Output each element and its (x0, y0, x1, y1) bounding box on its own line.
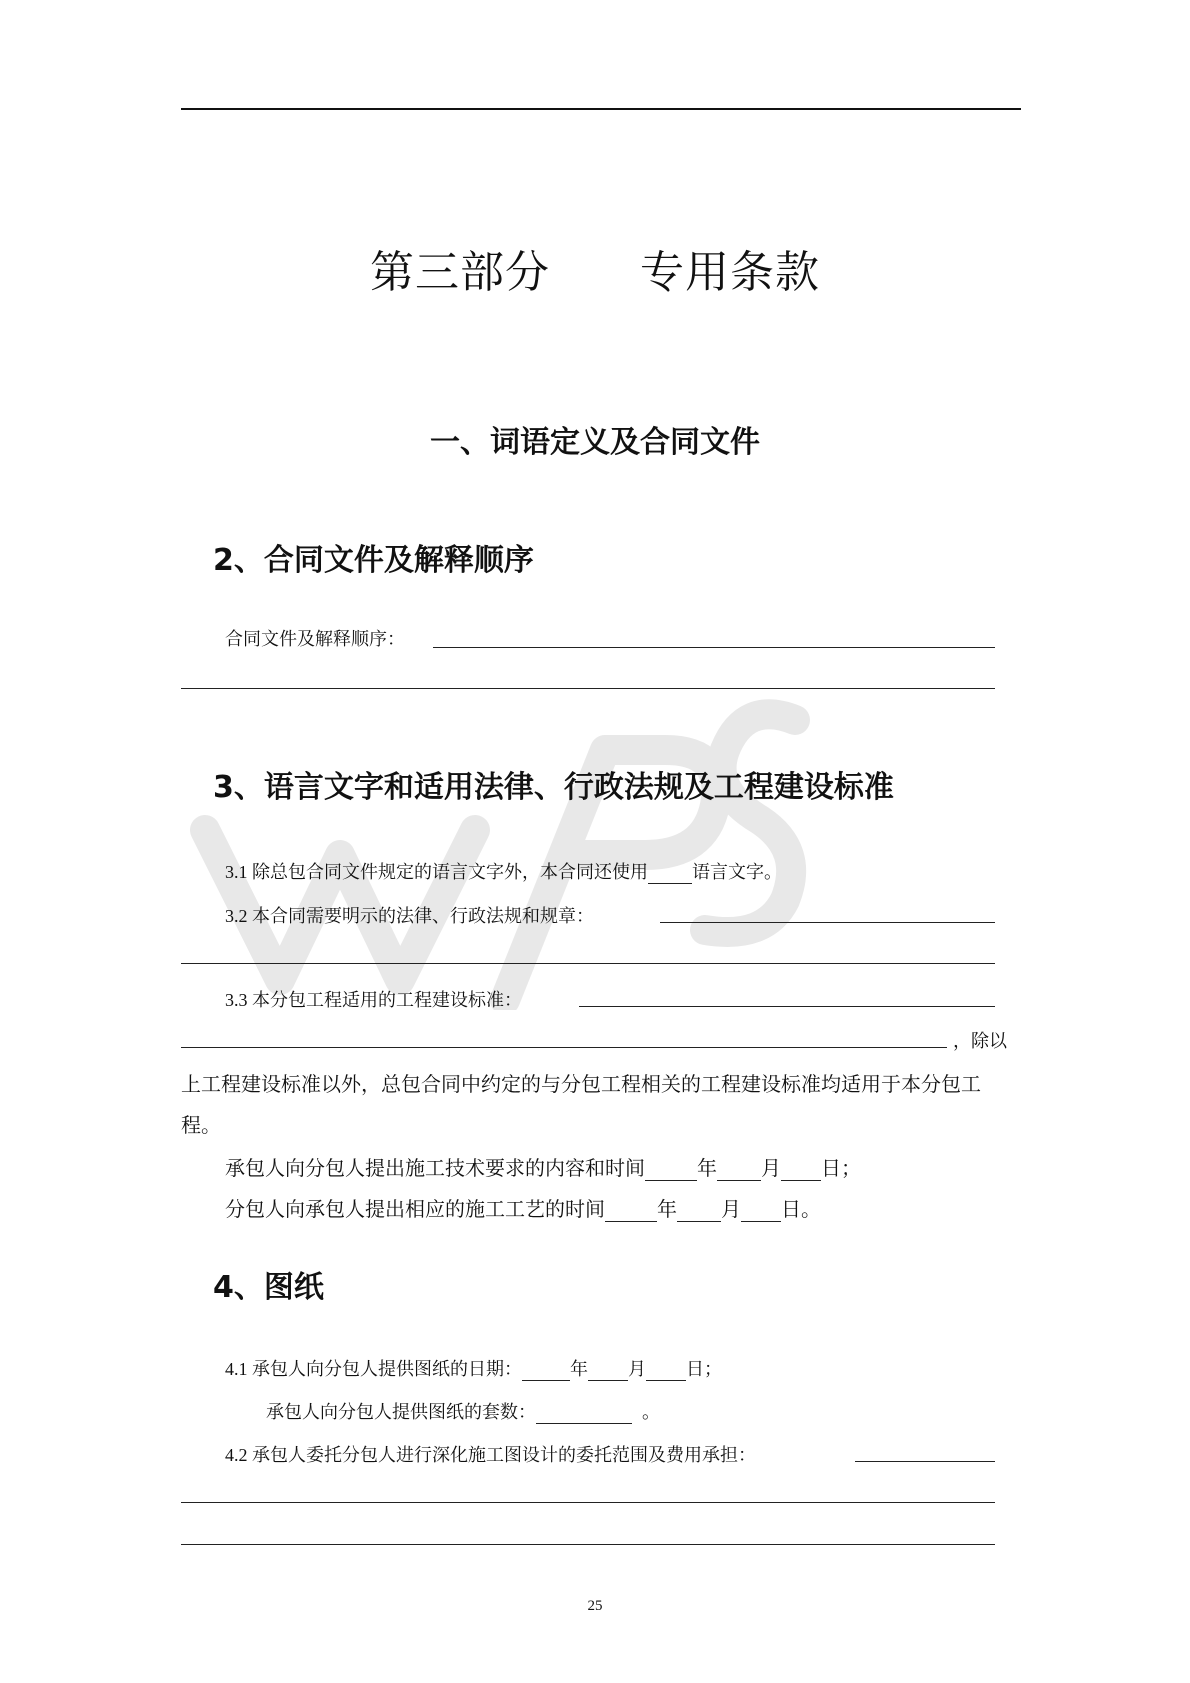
clause-4-2: 4.2 承包人委托分包人进行深化施工图设计的委托范围及费用承担： (225, 1445, 756, 1465)
section-heading-3: 3、语言文字和适用法律、行政法规及工程建设标准 (213, 770, 894, 805)
section-heading-4: 4、图纸 (213, 1270, 324, 1305)
section-heading-2: 2、合同文件及解释顺序 (213, 543, 534, 578)
drawing-sets-text: 承包人向分包人提供图纸的套数： (266, 1402, 536, 1422)
process-time-text: 分包人向承包人提出相应的施工工艺的时间 (225, 1199, 605, 1221)
month-label: 月 (628, 1359, 646, 1379)
contract-order-blank-line2[interactable] (181, 688, 995, 689)
clause-3-1-end: 语言文字。 (692, 862, 782, 882)
drawing-day-blank[interactable] (646, 1361, 686, 1381)
deepening-design-blank[interactable] (855, 1461, 995, 1462)
day-label: 日 (686, 1359, 704, 1379)
process-year-blank[interactable] (605, 1200, 657, 1222)
language-blank[interactable] (648, 864, 692, 884)
laws-blank[interactable] (660, 922, 995, 923)
deepening-design-blank-line3[interactable] (181, 1544, 995, 1545)
clause-4-1 (225, 1355, 722, 1381)
contract-order-blank[interactable] (433, 647, 995, 648)
standards-blank[interactable] (579, 1006, 995, 1007)
clause-3-3-tail: ，除以 (953, 1031, 1007, 1051)
clause-3-3-para-line1: 上工程建设标准以外，总包合同中约定的与分包工程相关的工程建设标准均适用于本分包工 (181, 1074, 981, 1096)
drawing-month-blank[interactable] (588, 1361, 628, 1381)
tech-requirement-line (225, 1152, 861, 1181)
semicolon: ； (841, 1158, 861, 1180)
clause-3-1-text: 3.1 除总包合同文件规定的语言文字外，本合同还使用 (225, 862, 648, 882)
drawing-sets-line (266, 1398, 660, 1424)
page-title: 第三部分 专用条款 (370, 248, 820, 297)
process-month-blank[interactable] (677, 1200, 721, 1222)
year-label: 年 (570, 1359, 588, 1379)
period: 。 (801, 1199, 821, 1221)
year-label: 年 (697, 1158, 717, 1180)
tech-req-day-blank[interactable] (781, 1159, 821, 1181)
header-rule (181, 108, 1021, 110)
contract-order-label: 合同文件及解释顺序： (225, 629, 405, 649)
section-heading-1: 一、词语定义及合同文件 (430, 425, 760, 460)
clause-3-1 (225, 858, 782, 884)
page-number: 25 (587, 1598, 603, 1614)
tech-req-month-blank[interactable] (717, 1159, 761, 1181)
deepening-design-blank-line2[interactable] (181, 1502, 995, 1503)
clause-3-3: 3.3 本分包工程适用的工程建设标准： (225, 990, 522, 1010)
day-label: 日 (781, 1199, 801, 1221)
clause-4-1-text: 4.1 承包人向分包人提供图纸的日期： (225, 1359, 522, 1379)
standards-blank-line2[interactable] (181, 1047, 947, 1048)
drawing-year-blank[interactable] (522, 1361, 570, 1381)
drawing-sets-end: 。 (642, 1402, 660, 1422)
day-label: 日 (821, 1158, 841, 1180)
month-label: 月 (761, 1158, 781, 1180)
year-label: 年 (657, 1199, 677, 1221)
tech-req-year-blank[interactable] (645, 1159, 697, 1181)
clause-3-2: 3.2 本合同需要明示的法律、行政法规和规章： (225, 906, 594, 926)
process-time-line (225, 1193, 821, 1222)
clause-3-3-para-line2: 程。 (181, 1115, 221, 1137)
month-label: 月 (721, 1199, 741, 1221)
wps-watermark (185, 680, 825, 1010)
semicolon: ； (704, 1359, 722, 1379)
process-day-blank[interactable] (741, 1200, 781, 1222)
drawing-sets-blank[interactable] (536, 1404, 632, 1424)
tech-requirement-text: 承包人向分包人提出施工技术要求的内容和时间 (225, 1158, 645, 1180)
laws-blank-line2[interactable] (181, 963, 995, 964)
